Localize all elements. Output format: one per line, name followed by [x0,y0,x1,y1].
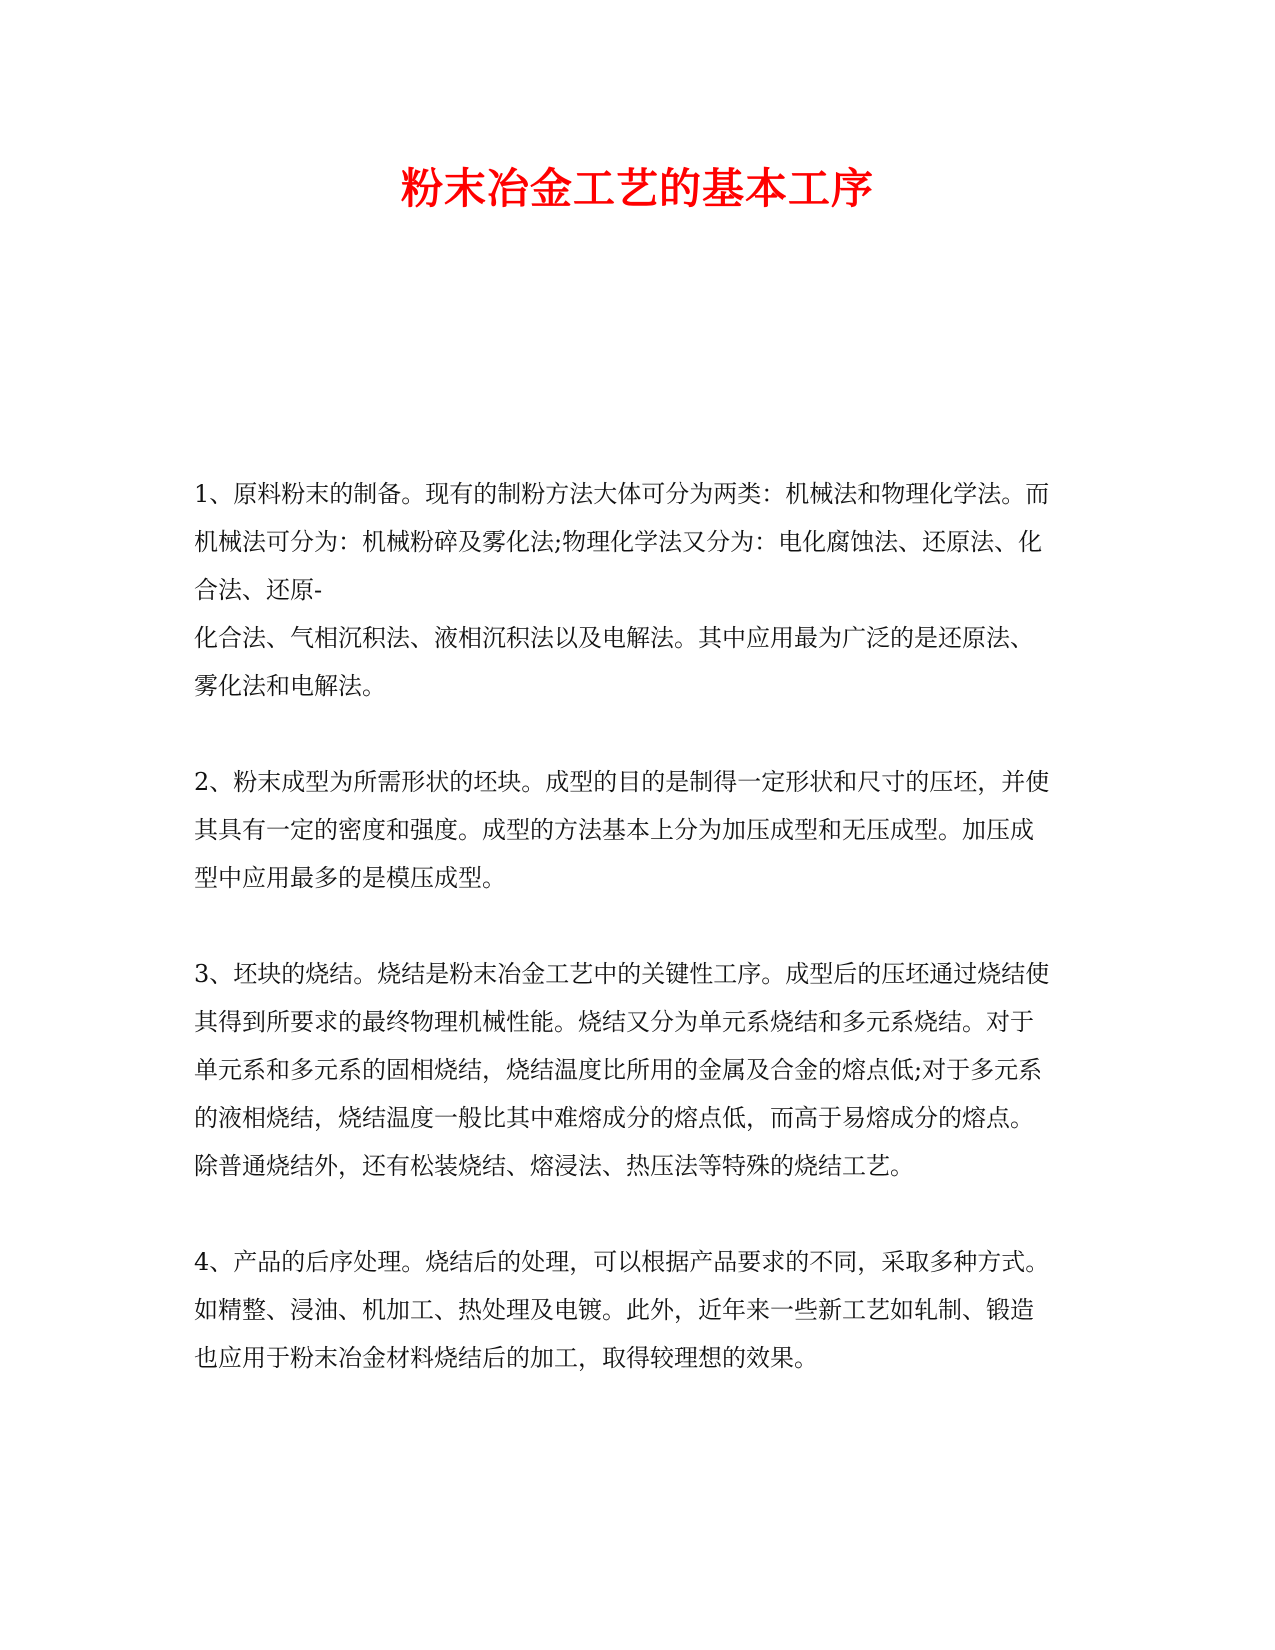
paragraph-line: 如精整、浸油、机加工、热处理及电镀。此外，近年来一些新工艺如轧制、锻造 [194,1296,1034,1324]
paragraph-line: 单元系和多元系的固相烧结，烧结温度比所用的金属及合金的熔点低;对于多元系 [194,1056,1043,1084]
paragraph-line: 其具有一定的密度和强度。成型的方法基本上分为加压成型和无压成型。加压成 [194,816,1034,844]
paragraph-line: 合法、还原- [194,576,323,604]
paragraph-1 [194,470,1094,710]
paragraph-line: 的液相烧结，烧结温度一般比其中难熔成分的熔点低，而高于易熔成分的熔点。 [194,1104,1034,1132]
paragraph-line: 雾化法和电解法。 [194,672,386,700]
paragraph-line: 化合法、气相沉积法、液相沉积法以及电解法。其中应用最为广泛的是还原法、 [194,624,1034,652]
paragraph-line: 4、产品的后序处理。烧结后的处理，可以根据产品要求的不同，采取多种方式。 [194,1248,1050,1276]
paragraph-2 [194,758,1094,902]
paragraph-line: 机械法可分为：机械粉碎及雾化法;物理化学法又分为：电化腐蚀法、还原法、化 [194,528,1043,556]
paragraph-4 [194,1238,1094,1382]
paragraph-line: 其得到所要求的最终物理机械性能。烧结又分为单元系烧结和多元系烧结。对于 [194,1008,1034,1036]
paragraph-line: 也应用于粉末冶金材料烧结后的加工，取得较理想的效果。 [194,1344,818,1372]
paragraph-line: 2、粉末成型为所需形状的坯块。成型的目的是制得一定形状和尺寸的压坯，并使 [194,768,1050,796]
paragraph-line: 1、原料粉末的制备。现有的制粉方法大体可分为两类：机械法和物理化学法。而 [194,480,1050,508]
paragraph-3 [194,950,1094,1190]
document-body [194,470,1094,1430]
paragraph-line: 3、坯块的烧结。烧结是粉末冶金工艺中的关键性工序。成型后的压坯通过烧结使 [194,960,1050,988]
document-title: 粉末冶金工艺的基本工序 [400,164,874,213]
paragraph-line: 除普通烧结外，还有松装烧结、熔浸法、热压法等特殊的烧结工艺。 [194,1152,914,1180]
paragraph-line: 型中应用最多的是模压成型。 [194,864,506,892]
